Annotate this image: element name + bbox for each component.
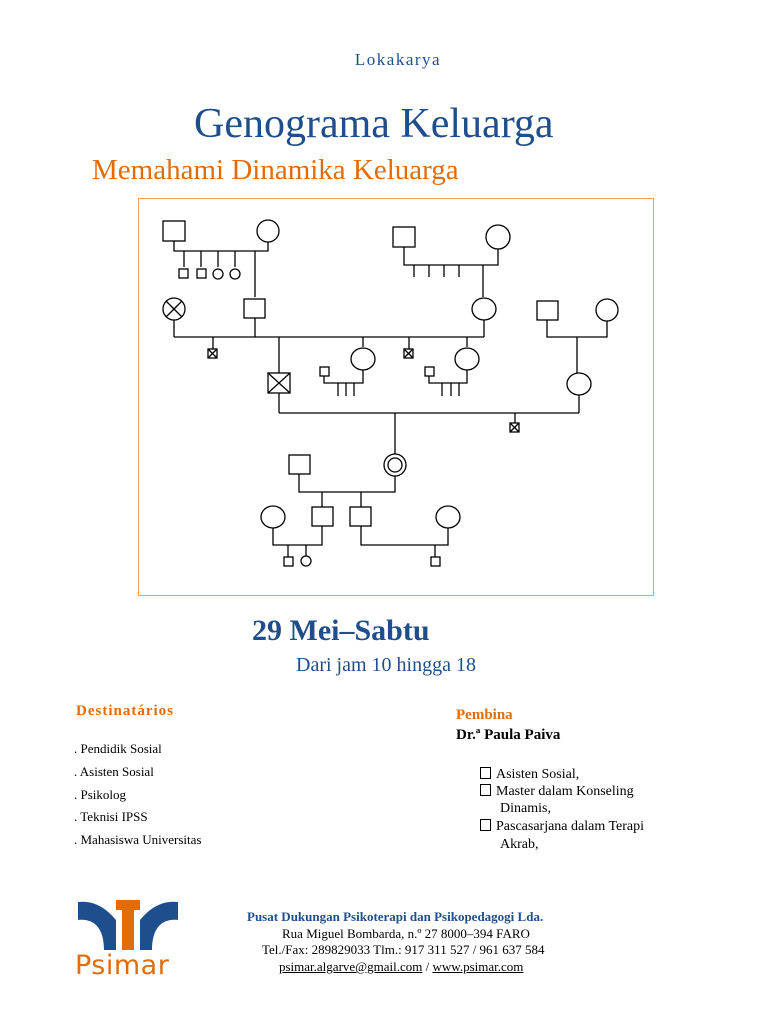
genogram-figure xyxy=(138,198,654,596)
email-link[interactable]: psimar.algarve@gmail.com xyxy=(279,959,423,974)
audience-item: . Psikolog xyxy=(74,787,127,802)
page-subtitle: Memahami Dinamika Keluarga xyxy=(92,154,459,186)
checkbox-icon xyxy=(480,819,491,831)
female-node xyxy=(486,225,510,249)
phone-line: Tel./Fax: 289829033 Tlm.: 917 311 527 / 961 637 584 xyxy=(262,942,545,957)
checkbox-icon xyxy=(480,767,491,779)
event-date: 29 Mei–Sabtu xyxy=(252,614,430,647)
male-node xyxy=(320,367,329,376)
audience-item: . Teknisi IPSS xyxy=(74,809,148,824)
contact-separator: / xyxy=(422,959,433,974)
audience-item: . Pendidik Sosial xyxy=(74,741,162,756)
female-node xyxy=(455,348,479,370)
female-node xyxy=(230,269,240,279)
audience-item: . Asisten Sosial xyxy=(74,764,154,779)
organization-name: Pusat Dukungan Psikoterapi dan Psikopedagogi Lda. xyxy=(247,909,544,924)
checkbox-icon xyxy=(480,784,491,796)
page-title: Genograma Keluarga xyxy=(194,101,554,147)
credential-item xyxy=(480,818,644,835)
female-node xyxy=(213,269,223,279)
index-person-inner xyxy=(388,458,402,472)
male-node xyxy=(197,269,206,278)
credential-continuation xyxy=(480,836,539,853)
male-node xyxy=(289,455,310,474)
credential-item xyxy=(480,766,579,783)
logo-wordmark: Psimar xyxy=(75,950,170,981)
male-node xyxy=(312,507,333,526)
credential-label: Pascasarjana dalam Terapi xyxy=(496,819,645,834)
credential-label: Akrab, xyxy=(500,837,539,852)
female-node xyxy=(472,298,496,320)
contact-line xyxy=(279,959,523,975)
male-node xyxy=(350,507,371,526)
male-node xyxy=(179,269,188,278)
credential-item xyxy=(480,783,634,800)
female-node xyxy=(261,506,285,528)
credential-continuation xyxy=(480,800,551,817)
credential-label: Dinamis, xyxy=(500,801,551,816)
male-node xyxy=(393,227,415,247)
male-node xyxy=(284,557,293,566)
audience-heading: Destinatários xyxy=(76,703,174,719)
male-node xyxy=(425,367,434,376)
address-line: Rua Miguel Bombarda, n.º 27 8000–394 FARO xyxy=(282,926,530,941)
male-node xyxy=(244,299,265,318)
eyebrow-label: Lokakarya xyxy=(354,50,442,69)
female-node xyxy=(567,373,591,395)
female-node xyxy=(257,220,279,242)
female-node xyxy=(351,348,375,370)
audience-item: . Mahasiswa Universitas xyxy=(74,832,202,847)
website-link[interactable]: www.psimar.com xyxy=(432,959,524,974)
event-time: Dari jam 10 hingga 18 xyxy=(296,654,476,676)
trainer-name: Dr.ª Paula Paiva xyxy=(456,727,561,743)
trainer-heading: Pembina xyxy=(456,707,513,723)
credential-label: Master dalam Konseling xyxy=(496,784,634,799)
genogram-diagram xyxy=(139,199,655,597)
female-node xyxy=(596,299,618,321)
female-node xyxy=(436,506,460,528)
female-node xyxy=(301,556,311,566)
male-node xyxy=(431,557,440,566)
male-node xyxy=(537,301,558,320)
male-node xyxy=(163,221,185,241)
credential-label: Asisten Sosial, xyxy=(496,767,580,782)
